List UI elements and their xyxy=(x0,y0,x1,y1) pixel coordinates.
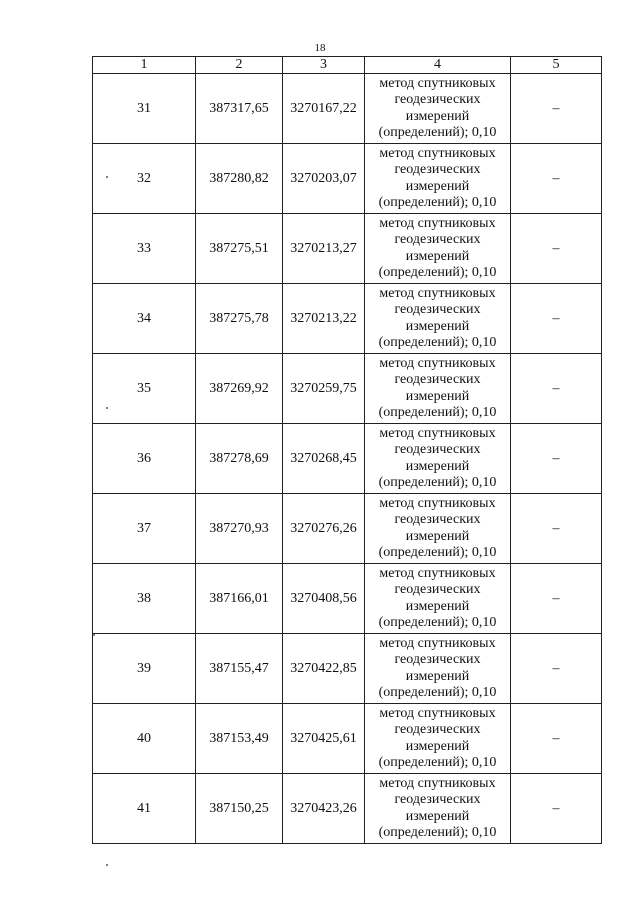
method-line: геодезических xyxy=(394,582,481,597)
column-header-1: 1 xyxy=(93,57,196,74)
method-line: измерений xyxy=(405,388,470,404)
method-line: измерений xyxy=(405,528,470,544)
method-line: метод спутниковых xyxy=(379,215,496,231)
method-line: измерений xyxy=(405,178,470,194)
method-line: (определений); 0,10 xyxy=(378,755,497,770)
page-number: 18 xyxy=(314,42,326,54)
method-line: измерений xyxy=(405,598,470,614)
method-line: (определений); 0,10 xyxy=(378,265,497,280)
method-line: (определений); 0,10 xyxy=(378,825,497,840)
method-line: геодезических xyxy=(394,722,481,737)
extra-info-cell: – xyxy=(511,494,602,564)
method-line: геодезических xyxy=(394,512,481,527)
method-line: метод спутниковых xyxy=(379,635,496,651)
column-header-5: 5 xyxy=(511,57,602,74)
method-line: (определений); 0,10 xyxy=(378,615,497,630)
extra-info-cell: – xyxy=(511,774,602,844)
extra-info-cell: – xyxy=(511,704,602,774)
method-line: измерений xyxy=(405,318,470,334)
point-number-cell: 40 xyxy=(93,704,196,774)
coordinate-y-cell: 3270423,26 xyxy=(283,774,365,844)
extra-info-cell: – xyxy=(511,424,602,494)
method-line: (определений); 0,10 xyxy=(378,195,497,210)
method-cell xyxy=(365,704,511,774)
method-cell xyxy=(365,424,511,494)
coordinate-y-cell: 3270268,45 xyxy=(283,424,365,494)
method-line: геодезических xyxy=(394,652,481,667)
scan-speck xyxy=(106,176,108,178)
coordinate-x-cell: 387280,82 xyxy=(196,144,283,214)
method-cell xyxy=(365,284,511,354)
method-line: измерений xyxy=(405,668,470,684)
coordinate-x-cell: 387155,47 xyxy=(196,634,283,704)
method-cell xyxy=(365,354,511,424)
coordinate-y-cell: 3270276,26 xyxy=(283,494,365,564)
scan-speck xyxy=(106,864,108,866)
method-line: метод спутниковых xyxy=(379,705,496,721)
method-line: геодезических xyxy=(394,232,481,247)
method-line: метод спутниковых xyxy=(379,495,496,511)
point-number-cell: 36 xyxy=(93,424,196,494)
method-line: геодезических xyxy=(394,302,481,317)
method-line: метод спутниковых xyxy=(379,285,496,301)
scan-speck xyxy=(106,407,108,409)
method-cell xyxy=(365,74,511,144)
method-line: измерений xyxy=(405,738,470,754)
method-cell xyxy=(365,494,511,564)
coordinate-x-cell: 387166,01 xyxy=(196,564,283,634)
method-line: геодезических xyxy=(394,162,481,177)
table-row xyxy=(93,634,602,704)
table-row xyxy=(93,424,602,494)
table-row xyxy=(93,214,602,284)
point-number-cell: 37 xyxy=(93,494,196,564)
coordinate-x-cell: 387317,65 xyxy=(196,74,283,144)
scan-speck xyxy=(93,634,95,636)
method-line: метод спутниковых xyxy=(379,145,496,161)
coordinate-x-cell: 387269,92 xyxy=(196,354,283,424)
method-cell xyxy=(365,214,511,284)
coordinates-table xyxy=(92,56,602,844)
method-line: (определений); 0,10 xyxy=(378,475,497,490)
method-line: измерений xyxy=(405,108,470,124)
method-line: измерений xyxy=(405,458,470,474)
table-row xyxy=(93,144,602,214)
method-line: (определений); 0,10 xyxy=(378,545,497,560)
coordinate-x-cell: 387270,93 xyxy=(196,494,283,564)
coordinate-y-cell: 3270203,07 xyxy=(283,144,365,214)
method-line: геодезических xyxy=(394,372,481,387)
table-row xyxy=(93,354,602,424)
point-number-cell: 32 xyxy=(93,144,196,214)
coordinate-y-cell: 3270213,27 xyxy=(283,214,365,284)
coordinate-y-cell: 3270425,61 xyxy=(283,704,365,774)
method-line: геодезических xyxy=(394,442,481,457)
coordinate-y-cell: 3270213,22 xyxy=(283,284,365,354)
extra-info-cell: – xyxy=(511,214,602,284)
extra-info-cell: – xyxy=(511,144,602,214)
method-line: (определений); 0,10 xyxy=(378,405,497,420)
coordinate-y-cell: 3270408,56 xyxy=(283,564,365,634)
point-number-cell: 33 xyxy=(93,214,196,284)
point-number-cell: 31 xyxy=(93,74,196,144)
method-cell xyxy=(365,774,511,844)
coordinate-y-cell: 3270259,75 xyxy=(283,354,365,424)
method-line: метод спутниковых xyxy=(379,75,496,91)
method-line: измерений xyxy=(405,808,470,824)
column-header-2: 2 xyxy=(196,57,283,74)
coordinate-x-cell: 387275,51 xyxy=(196,214,283,284)
coordinate-y-cell: 3270422,85 xyxy=(283,634,365,704)
column-header-4: 4 xyxy=(365,57,511,74)
coordinate-x-cell: 387278,69 xyxy=(196,424,283,494)
method-line: метод спутниковых xyxy=(379,425,496,441)
method-cell xyxy=(365,144,511,214)
table-header-row xyxy=(93,57,602,74)
coordinate-x-cell: 387275,78 xyxy=(196,284,283,354)
table-row xyxy=(93,564,602,634)
method-cell xyxy=(365,634,511,704)
method-cell xyxy=(365,564,511,634)
table-row xyxy=(93,704,602,774)
method-line: (определений); 0,10 xyxy=(378,335,497,350)
method-line: геодезических xyxy=(394,792,481,807)
table-row xyxy=(93,494,602,564)
coordinate-y-cell: 3270167,22 xyxy=(283,74,365,144)
extra-info-cell: – xyxy=(511,74,602,144)
method-line: метод спутниковых xyxy=(379,565,496,581)
coordinate-x-cell: 387150,25 xyxy=(196,774,283,844)
table-row xyxy=(93,74,602,144)
method-line: геодезических xyxy=(394,92,481,107)
extra-info-cell: – xyxy=(511,634,602,704)
method-line: метод спутниковых xyxy=(379,775,496,791)
extra-info-cell: – xyxy=(511,354,602,424)
method-line: (определений); 0,10 xyxy=(378,685,497,700)
table-body xyxy=(93,74,602,844)
method-line: измерений xyxy=(405,248,470,264)
table-row xyxy=(93,284,602,354)
point-number-cell: 39 xyxy=(93,634,196,704)
method-line: (определений); 0,10 xyxy=(378,125,497,140)
coordinate-x-cell: 387153,49 xyxy=(196,704,283,774)
method-line: метод спутниковых xyxy=(379,355,496,371)
extra-info-cell: – xyxy=(511,564,602,634)
point-number-cell: 38 xyxy=(93,564,196,634)
point-number-cell: 41 xyxy=(93,774,196,844)
column-header-3: 3 xyxy=(283,57,365,74)
point-number-cell: 35 xyxy=(93,354,196,424)
point-number-cell: 34 xyxy=(93,284,196,354)
table-row xyxy=(93,774,602,844)
extra-info-cell: – xyxy=(511,284,602,354)
